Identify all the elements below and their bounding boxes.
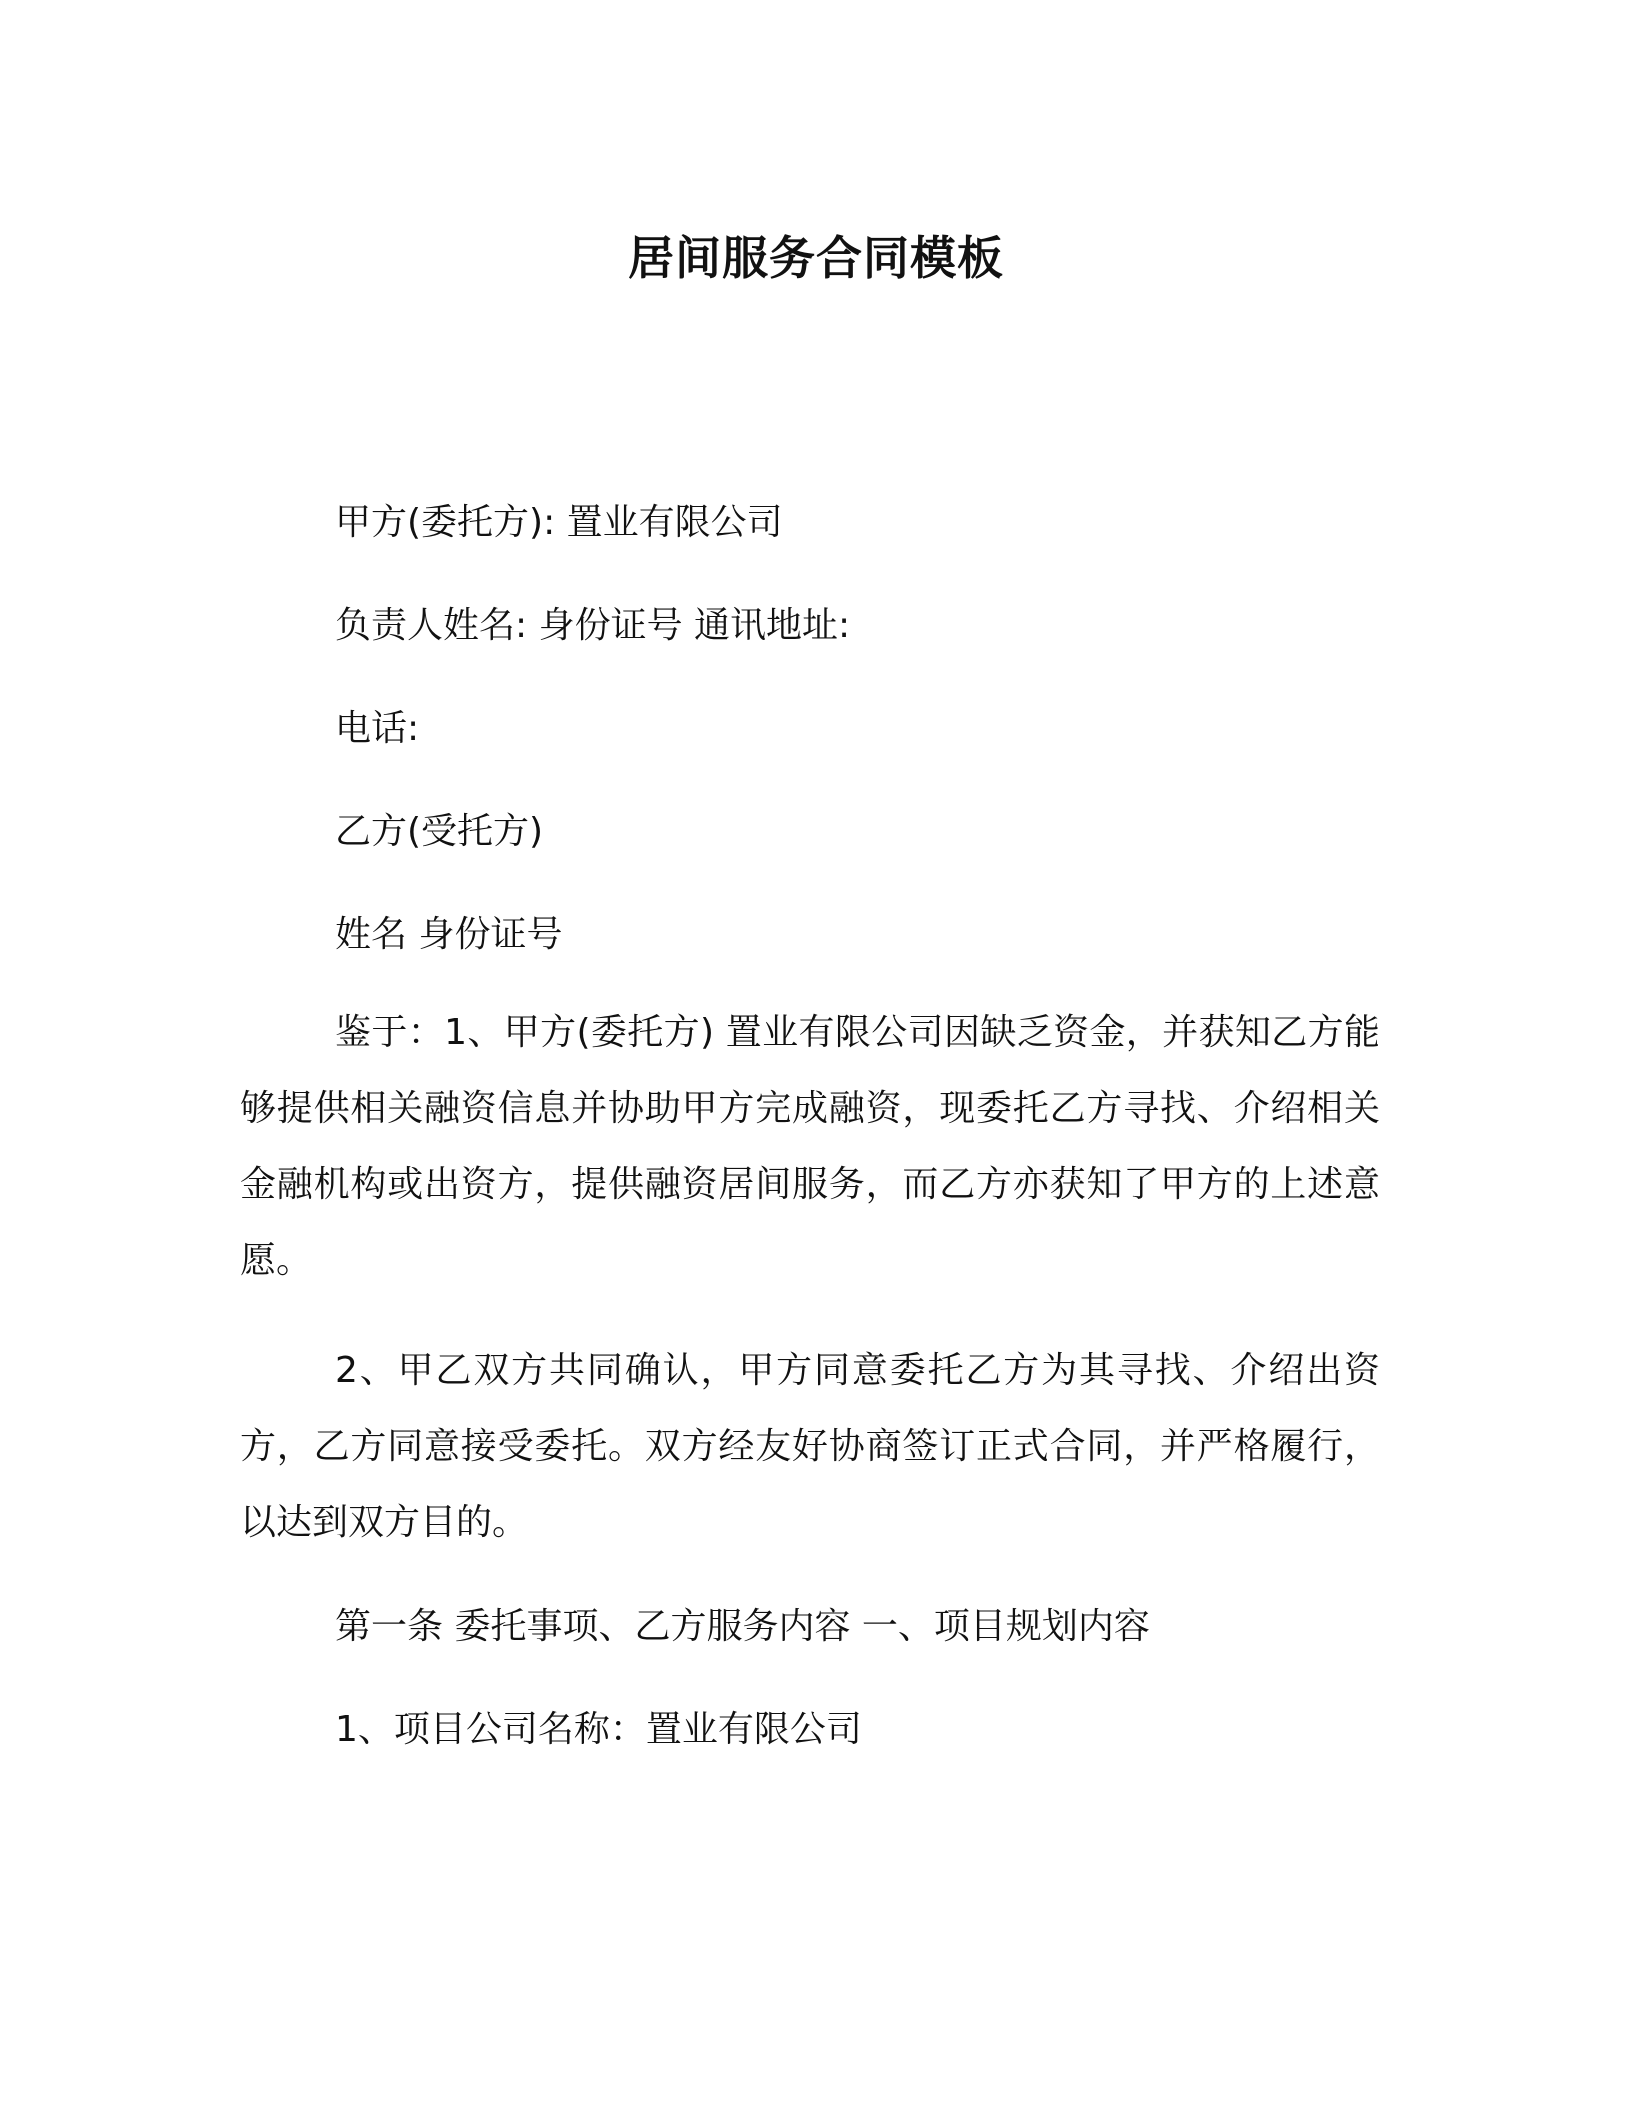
recital-paragraph-1: 鉴于：1、甲方(委托方) 置业有限公司因缺乏资金，并获知乙方能够提供相关融资信息并协助甲方完成融资，现委托乙方寻找、介绍相关金融机构或出资方，提供融资居间服务，而乙方亦获知了甲方的上述意愿。 — [240, 1012, 1380, 1281]
phone-line: 电话: — [335, 708, 420, 749]
article-heading: 第一条 委托事项、乙方服务内容 一、项目规划内容 — [335, 1606, 1150, 1647]
item-1-line: 1、项目公司名称：置业有限公司 — [335, 1709, 862, 1750]
party-b-line: 乙方(受托方) — [335, 811, 544, 852]
recital-paragraph-2: 2、甲乙双方共同确认，甲方同意委托乙方为其寻找、介绍出资方，乙方同意接受委托。双方经友好协商签订正式合同，并严格履行，以达到双方目的。 — [240, 1350, 1380, 1543]
party-a-line: 甲方(委托方): 置业有限公司 — [335, 502, 783, 543]
document-title: 居间服务合同模板 — [628, 231, 1004, 285]
party-a-contact-line: 负责人姓名: 身份证号 通讯地址: — [335, 605, 851, 646]
party-b-id-line: 姓名 身份证号 — [335, 914, 563, 955]
